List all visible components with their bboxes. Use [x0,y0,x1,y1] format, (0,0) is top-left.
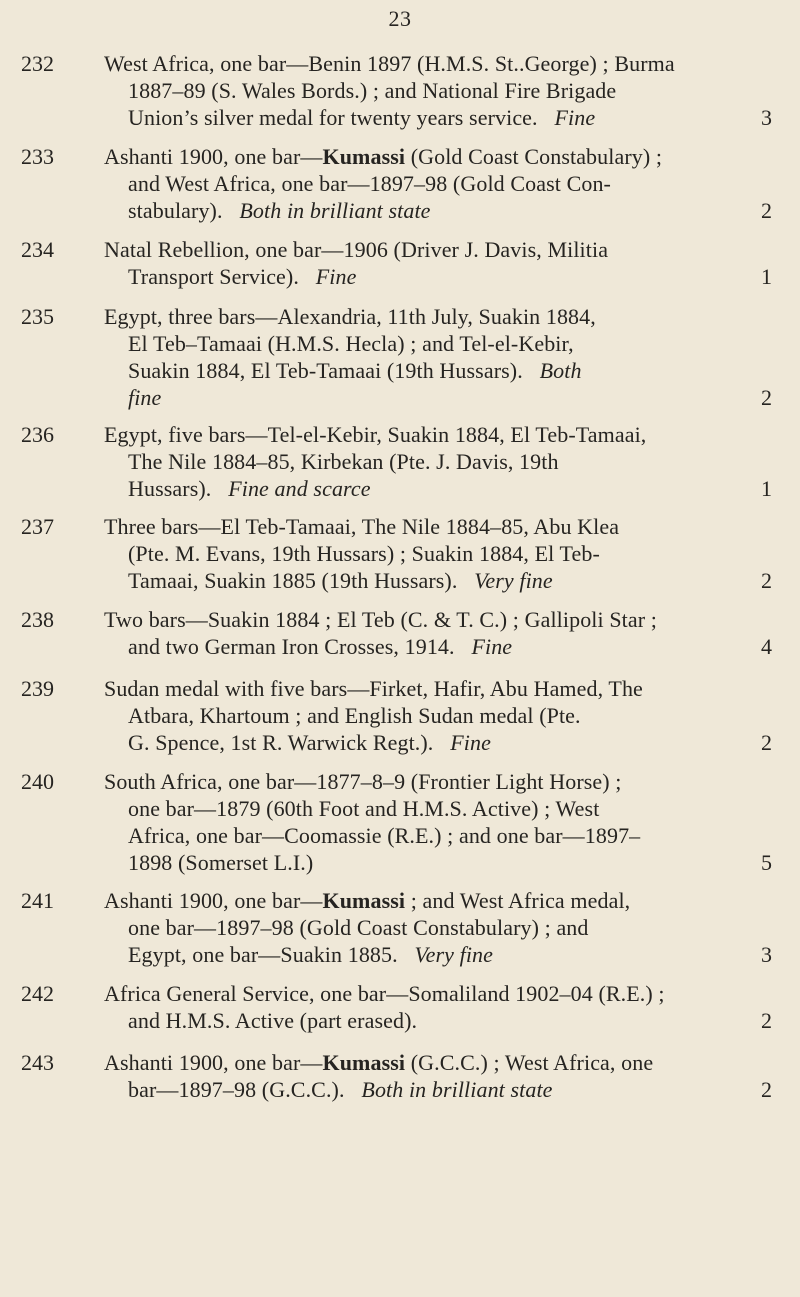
lot-number: 242 [21,981,54,1006]
description-line: Sudan medal with five bars—Firket, Hafir, Abu Hamed, The [104,676,643,701]
page-number: 23 [388,6,412,31]
lot-entry [0,768,800,883]
lot-number: 232 [21,51,54,76]
lot-quantity: 1 [761,264,772,289]
description-text: (Gold Coast Constabulary) ; [405,144,663,169]
lot-number: 237 [21,514,54,539]
description-line: and H.M.S. Active (part erased). [128,1008,418,1033]
description-line: one bar—1879 (60th Foot and H.M.S. Active) ; West [128,796,600,821]
description-line: Africa General Service, one bar—Somaliland 1902–04 (R.E.) ; [104,981,665,1006]
description-text: Transport Service). [128,264,299,289]
lot-quantity: 3 [761,105,772,130]
condition-note: Fine [450,730,491,755]
description-line [104,567,768,594]
condition-note: Very fine [474,568,553,593]
description-line [104,1049,768,1076]
description-text: Suakin 1884, El Teb-Tamaai (19th Hussars). [128,358,523,383]
lot-number: 239 [21,676,54,701]
description-text: and two German Iron Crosses, 1914. [128,634,455,659]
lot-entry [0,50,800,140]
description-line: 1898 (Somerset L.I.) [128,850,314,875]
description-text: Ashanti 1900, one bar— [104,888,323,913]
description-line: (Pte. M. Evans, 19th Hussars) ; Suakin 1884, El Teb- [128,541,600,566]
description-line [104,197,768,224]
condition-note: Both in brilliant state [239,198,431,223]
description-text: Tamaai, Suakin 1885 (19th Hussars). [128,568,458,593]
lot-entry [0,513,800,603]
lot-entry [0,980,800,1040]
description-line [104,729,768,756]
description-text: Egypt, one bar—Suakin 1885. [128,942,398,967]
lot-description [104,675,768,756]
description-text: Hussars). [128,476,212,501]
lot-description [104,303,768,411]
lot-entry [0,887,800,977]
description-line [104,104,768,131]
lot-description [104,421,768,502]
description-line: South Africa, one bar—1877–8–9 (Frontier Light Horse) ; [104,769,622,794]
lot-number: 240 [21,769,54,794]
description-line [104,357,768,384]
condition-note: Fine [554,105,596,130]
lot-number: 241 [21,888,54,913]
lot-quantity: 2 [761,1077,772,1102]
description-line: and West Africa, one bar—1897–98 (Gold Coast Con- [128,171,611,196]
lot-quantity: 3 [761,942,772,967]
description-text: bar—1897–98 (G.C.C.). [128,1077,345,1102]
condition-note: Fine [315,264,357,289]
description-line [104,143,768,170]
description-line [104,263,768,290]
lot-quantity: 2 [761,730,772,755]
condition-note: Both [539,358,582,383]
lot-number: 236 [21,422,54,447]
lot-description [104,887,768,968]
condition-note: Fine and scarce [228,476,371,501]
description-line: Two bars—Suakin 1884 ; El Teb (C. & T. C.) ; Gallipoli Star ; [104,607,657,632]
description-line: Natal Rebellion, one bar—1906 (Driver J. Davis, Militia [104,237,609,262]
lot-number: 234 [21,237,54,262]
condition-note: Fine [471,634,513,659]
lot-quantity: 1 [761,476,772,501]
description-line: Atbara, Khartoum ; and English Sudan medal (Pte. [128,703,581,728]
description-line: El Teb–Tamaai (H.M.S. Hecla) ; and Tel-el-Kebir, [128,331,574,356]
bar-name: Kumassi [322,1050,406,1075]
condition-note: Very fine [414,942,494,967]
lot-description [104,50,768,131]
lot-quantity: 2 [761,1008,772,1033]
description-line: Egypt, five bars—Tel-el-Kebir, Suakin 1884, El Teb-Tamaai, [104,422,647,447]
lot-description [104,768,768,876]
description-line [104,475,768,502]
lot-entry [0,303,800,418]
bar-name: Kumassi [322,888,406,913]
description-text: ; and West Africa medal, [405,888,631,913]
description-line [104,887,768,914]
lot-entry [0,143,800,233]
description-text: (G.C.C.) ; West Africa, one [405,1050,654,1075]
description-text: stabulary). [128,198,223,223]
lot-quantity: 4 [761,634,772,659]
bar-name: Kumassi [322,144,406,169]
lot-number: 238 [21,607,54,632]
description-text: G. Spence, 1st R. Warwick Regt.). [128,730,434,755]
lot-description [104,513,768,594]
lot-quantity: 2 [761,568,772,593]
description-text: Union’s silver medal for twenty years service. [128,105,538,130]
lot-quantity: 5 [761,850,772,875]
lot-description [104,236,768,290]
description-line [104,633,768,660]
description-line [104,941,768,968]
lot-entry [0,236,800,296]
description-text: Ashanti 1900, one bar— [104,1050,323,1075]
lot-description [104,980,768,1034]
lot-description [104,606,768,660]
description-text: Ashanti 1900, one bar— [104,144,323,169]
lot-entry [0,675,800,765]
description-line: Three bars—El Teb-Tamaai, The Nile 1884–85, Abu Klea [104,514,620,539]
lot-number: 233 [21,144,54,169]
lot-description [104,1049,768,1103]
description-line: one bar—1897–98 (Gold Coast Constabulary) ; and [128,915,589,940]
lot-entry [0,606,800,666]
description-line: West Africa, one bar—Benin 1897 (H.M.S. St..George) ; Burma [104,51,675,76]
lot-entry [0,421,800,511]
description-line: Egypt, three bars—Alexandria, 11th July, Suakin 1884, [104,304,596,329]
lot-number: 235 [21,304,54,329]
lot-quantity: 2 [761,385,772,410]
lot-number: 243 [21,1050,54,1075]
condition-note: Both in brilliant state [361,1077,553,1102]
lot-entry [0,1049,800,1109]
description-line: 1887–89 (S. Wales Bords.) ; and National Fire Brigade [128,78,617,103]
condition-note: fine [128,385,162,410]
lot-description [104,143,768,224]
description-line: The Nile 1884–85, Kirbekan (Pte. J. Davis, 19th [128,449,559,474]
description-line [104,1076,768,1103]
lot-quantity: 2 [761,198,772,223]
description-line: Africa, one bar—Coomassie (R.E.) ; and one bar—1897– [128,823,641,848]
